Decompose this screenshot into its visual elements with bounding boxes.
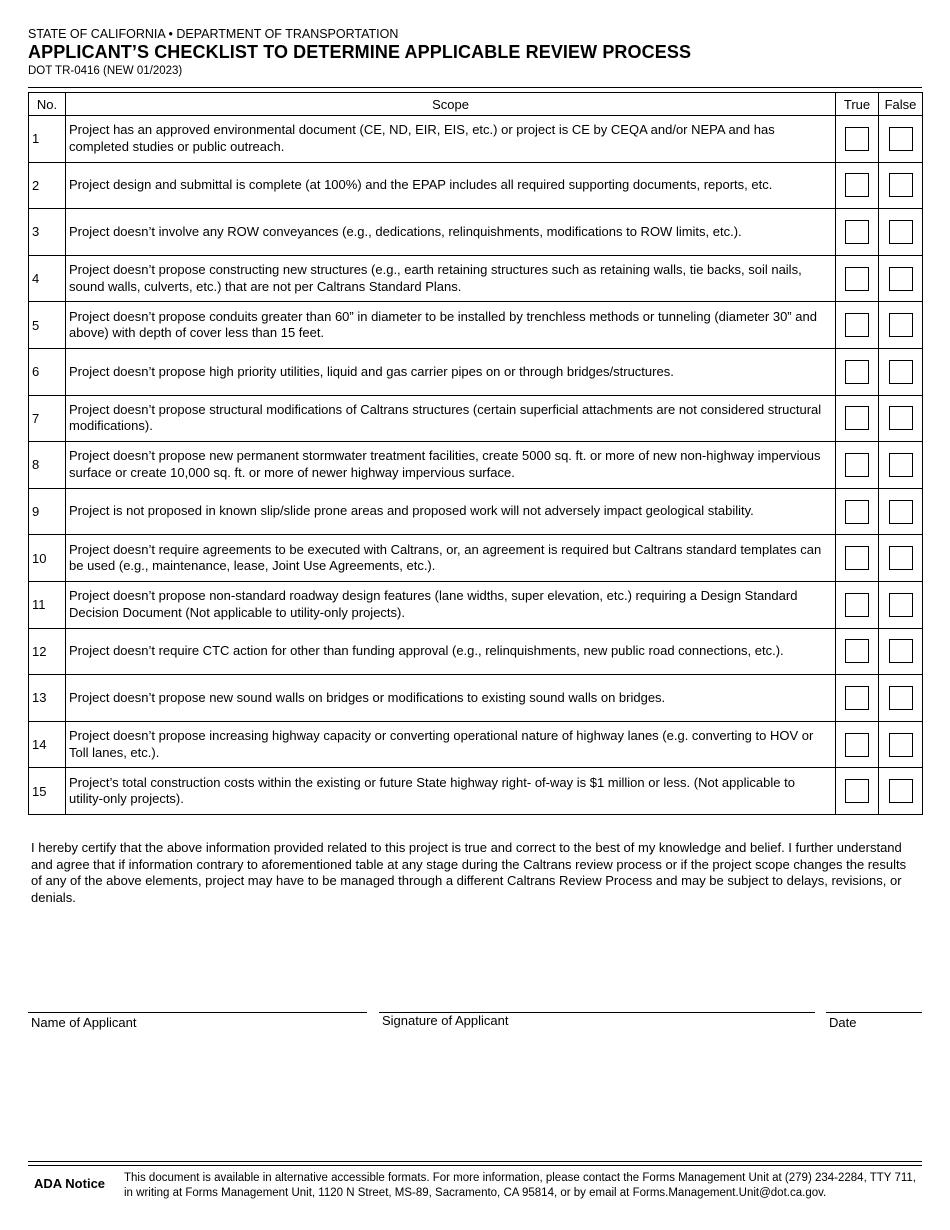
row-scope: Project doesn’t propose structural modifications of Caltrans structures (certain superficial attachments are not considered structural modifications). [66, 395, 836, 442]
true-checkbox[interactable] [845, 779, 869, 803]
name-of-applicant-line[interactable] [28, 1012, 367, 1013]
row-scope: Project doesn’t propose new sound walls on bridges or modifications to existing sound walls on bridges. [66, 675, 836, 722]
row-false-cell [879, 535, 923, 582]
true-checkbox[interactable] [845, 173, 869, 197]
row-number: 2 [29, 162, 66, 209]
true-checkbox[interactable] [845, 453, 869, 477]
row-number: 14 [29, 721, 66, 768]
row-number: 8 [29, 442, 66, 489]
row-scope: Project doesn’t involve any ROW conveyances (e.g., dedications, relinquishments, modifications to ROW limits, etc.). [66, 209, 836, 256]
row-scope: Project’s total construction costs within the existing or future State highway right- of-way is $1 million or less. (Not applicable to utility-only projects). [66, 768, 836, 815]
column-header-scope: Scope [66, 93, 836, 116]
date-line[interactable] [826, 1012, 922, 1013]
table-row [29, 442, 923, 489]
row-true-cell [836, 721, 879, 768]
row-false-cell [879, 581, 923, 628]
table-row [29, 348, 923, 395]
true-checkbox[interactable] [845, 500, 869, 524]
table-row [29, 488, 923, 535]
row-number: 6 [29, 348, 66, 395]
certification-statement: I hereby certify that the above information provided related to this project is true and correct to the best of my knowledge and belief. I further understand and agree that if information contrary to aforementioned table at any stage during the Caltrans review process or if the project scope changes the results of any of the above elements, project may have to be managed through a different Caltrans Review Process and may be subject to delays, revisions, or denials. [31, 840, 907, 905]
table-row [29, 675, 923, 722]
row-false-cell [879, 768, 923, 815]
table-row [29, 721, 923, 768]
row-false-cell [879, 162, 923, 209]
row-scope: Project is not proposed in known slip/slide prone areas and proposed work will not adversely impact geological stability. [66, 488, 836, 535]
row-number: 1 [29, 116, 66, 163]
row-number: 15 [29, 768, 66, 815]
true-checkbox[interactable] [845, 733, 869, 757]
date-label: Date [829, 1015, 857, 1030]
form-number: DOT TR-0416 (NEW 01/2023) [28, 65, 183, 77]
true-checkbox[interactable] [845, 127, 869, 151]
row-scope: Project doesn’t propose high priority utilities, liquid and gas carrier pipes on or through bridges/structures. [66, 348, 836, 395]
false-checkbox[interactable] [889, 593, 913, 617]
row-scope: Project has an approved environmental document (CE, ND, EIR, EIS, etc.) or project is CE by CEQA and/or NEPA and has completed studies or public outreach. [66, 116, 836, 163]
true-checkbox[interactable] [845, 639, 869, 663]
table-row [29, 162, 923, 209]
row-true-cell [836, 348, 879, 395]
false-checkbox[interactable] [889, 733, 913, 757]
row-number: 12 [29, 628, 66, 675]
row-true-cell [836, 162, 879, 209]
row-number: 9 [29, 488, 66, 535]
row-false-cell [879, 348, 923, 395]
false-checkbox[interactable] [889, 639, 913, 663]
row-true-cell [836, 488, 879, 535]
false-checkbox[interactable] [889, 406, 913, 430]
row-true-cell [836, 675, 879, 722]
row-number: 13 [29, 675, 66, 722]
false-checkbox[interactable] [889, 453, 913, 477]
row-false-cell [879, 721, 923, 768]
column-header-true: True [836, 93, 879, 116]
row-false-cell [879, 255, 923, 302]
row-false-cell [879, 675, 923, 722]
row-false-cell [879, 209, 923, 256]
row-true-cell [836, 255, 879, 302]
table-row [29, 302, 923, 349]
table-row [29, 116, 923, 163]
footer-rule-top [28, 1161, 922, 1162]
row-scope: Project doesn’t propose new permanent stormwater treatment facilities, create 5000 sq. ft. or more of new non-highway impervious surface or create 10,000 sq. ft. or more of newer highway impervious surface. [66, 442, 836, 489]
row-scope: Project doesn’t propose increasing highway capacity or converting operational nature of highway lanes (e.g. converting to HOV or Toll lanes, etc.). [66, 721, 836, 768]
row-true-cell [836, 116, 879, 163]
table-row [29, 255, 923, 302]
row-scope: Project doesn’t propose non-standard roadway design features (lane widths, super elevation, etc.) requiring a Design Standard Decision Document (Not applicable to utility-only projects). [66, 581, 836, 628]
row-number: 3 [29, 209, 66, 256]
false-checkbox[interactable] [889, 220, 913, 244]
true-checkbox[interactable] [845, 686, 869, 710]
row-scope: Project doesn’t propose constructing new structures (e.g., earth retaining structures such as retaining walls, tie backs, soil nails, sound walls, culverts, etc.) that are not per Caltrans Standard Plans. [66, 255, 836, 302]
false-checkbox[interactable] [889, 500, 913, 524]
table-header-row [29, 93, 923, 116]
row-false-cell [879, 628, 923, 675]
row-false-cell [879, 488, 923, 535]
row-number: 7 [29, 395, 66, 442]
ada-notice-label: ADA Notice [34, 1176, 106, 1191]
true-checkbox[interactable] [845, 593, 869, 617]
false-checkbox[interactable] [889, 360, 913, 384]
row-true-cell [836, 768, 879, 815]
row-scope: Project doesn’t require agreements to be executed with Caltrans, or, an agreement is required but Caltrans standard templates can be used (e.g., maintenance, lease, Joint Use Agreements, etc.). [66, 535, 836, 582]
ada-notice-text: This document is available in alternative accessible formats. For more information, please contact the Forms Management Unit at (279) 234-2284, TTY 711, in writing at Forms Management Unit, 1120 N Street, MS-89, Sacramento, CA 95814, or by email at Forms.Management.Unit@dot.ca.gov. [124, 1172, 916, 1199]
row-scope: Project doesn’t propose conduits greater than 60” in diameter to be installed by trenchless methods or tunneling (diameter 30” and above) with depth of cover less than 15 feet. [66, 302, 836, 349]
true-checkbox[interactable] [845, 406, 869, 430]
table-row [29, 209, 923, 256]
true-checkbox[interactable] [845, 220, 869, 244]
row-true-cell [836, 395, 879, 442]
false-checkbox[interactable] [889, 173, 913, 197]
row-false-cell [879, 442, 923, 489]
row-number: 4 [29, 255, 66, 302]
false-checkbox[interactable] [889, 779, 913, 803]
row-true-cell [836, 442, 879, 489]
column-header-false: False [879, 93, 923, 116]
true-checkbox[interactable] [845, 313, 869, 337]
column-header-no: No. [29, 93, 66, 116]
row-false-cell [879, 302, 923, 349]
true-checkbox[interactable] [845, 360, 869, 384]
table-row [29, 581, 923, 628]
row-number: 11 [29, 581, 66, 628]
table-row [29, 628, 923, 675]
row-scope: Project design and submittal is complete (at 100%) and the EPAP includes all required supporting documents, reports, etc. [66, 162, 836, 209]
checklist-table [28, 92, 923, 815]
false-checkbox[interactable] [889, 546, 913, 570]
row-scope: Project doesn’t require CTC action for other than funding approval (e.g., relinquishments, new public road connections, etc.). [66, 628, 836, 675]
table-row [29, 768, 923, 815]
header-rule [28, 87, 922, 88]
row-number: 10 [29, 535, 66, 582]
agency-name: STATE OF CALIFORNIA • DEPARTMENT OF TRANSPORTATION [28, 27, 399, 41]
table-row [29, 535, 923, 582]
row-true-cell [836, 209, 879, 256]
row-true-cell [836, 628, 879, 675]
false-checkbox[interactable] [889, 313, 913, 337]
false-checkbox[interactable] [889, 127, 913, 151]
row-true-cell [836, 302, 879, 349]
false-checkbox[interactable] [889, 267, 913, 291]
signature-of-applicant-label: Signature of Applicant [382, 1013, 509, 1028]
row-number: 5 [29, 302, 66, 349]
checklist-rows [29, 116, 923, 815]
row-false-cell [879, 116, 923, 163]
footer-rule-bottom [28, 1165, 922, 1166]
false-checkbox[interactable] [889, 686, 913, 710]
row-false-cell [879, 395, 923, 442]
true-checkbox[interactable] [845, 267, 869, 291]
true-checkbox[interactable] [845, 546, 869, 570]
form-title: APPLICANT’S CHECKLIST TO DETERMINE APPLICABLE REVIEW PROCESS [28, 42, 692, 62]
table-row [29, 395, 923, 442]
row-true-cell [836, 535, 879, 582]
name-of-applicant-label: Name of Applicant [31, 1015, 137, 1030]
row-true-cell [836, 581, 879, 628]
